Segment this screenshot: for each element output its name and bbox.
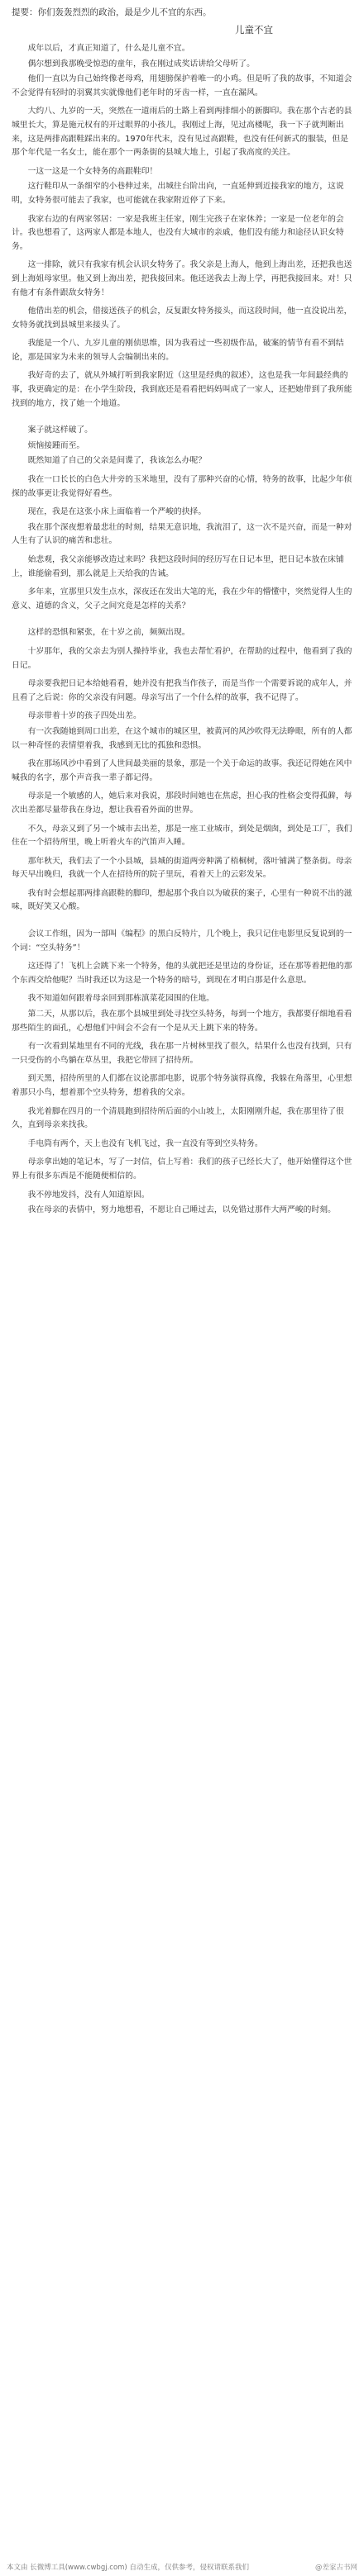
paragraph: 他借出差的机会，借接送孩子的机会，反复跟女特务接头，而这段时间，他一直没说出差，女特务就找到县城里来接头了。 [12,307,352,330]
paragraph: 既然知道了自己的父亲是间谍了，我该怎么办呢？ [27,456,207,466]
paragraph: 我不知道如何跟着母亲回到那栋滇菜花园围的住地。 [27,994,214,1004]
paragraph: 我在那个深夜想着最悲壮的时刻，结果无意识地，我流泪了，这一次不是兴奋，而是一种对人生有了认识的痛苦和悲壮。 [12,522,352,546]
paragraph: 烦恼接踵而至。 [27,440,85,450]
paragraph: 母亲要我把日记本给她看看，她并没有把我当作孩子，而是当作一个需要诉说的成年人，并且看了之后说：你的父亲没有问题。母亲写出了一个什么样的故事，我不记得了。 [12,679,352,702]
section-gap [12,920,352,928]
section-gap [12,618,352,626]
paragraph: 一这一这是一个女特务的高跟鞋印！ [27,166,158,176]
paragraph: 多年来，宣那里只发生点水，深夜还在发出大笔的光，我在少年的懵懂中，突然觉得人生的意义、道德的含义，父子之间究竟是怎样的关系？ [12,587,352,611]
paragraph: 我在一口长长的白色大井旁的玉米地里，没有了那种兴奋的心情，特务的故事，比起少年侦探的故事更让我觉得好看些。 [12,475,352,498]
paragraph: 有一次看到某地里有不同的光线，我在那一片树林里找了很久，结果什么也没有找到，只有一只受伤的小鸟躺在草丛里，我把它带回了招待所。 [12,1042,352,1065]
paragraph: 我在那场风沙中看到了人世间最美丽的景象，那是一个关于命运的故事。我还记得她在风中喊我的名字，那个声音我一辈子都记得。 [12,759,352,782]
paragraph: 大约八、九岁的一天，突然在一道雨后的土路上看到两排细小的新脚印。我在那个古老的县城里长大，算是施元权有的开过眼界的小孩儿，我刚过上海，见过高楼呢，我一下子就判断出来，这是两排高跟鞋踩出来的。1970年代末，没有见过高跟鞋，也没有任何新式的服装，但是那个年代是一名女士，能在那个一两条街的县城大地上，引起了我高度的关注。 [12,107,352,158]
paragraph: 手电筒有两个，天上也没有飞机飞过，我一直没有等到空头特务。 [27,1138,263,1148]
paragraph: 始悲观，我父亲能够改造过来吗？我把这段时间的经历写在日记本里，把日记本放在床铺上，谁能偷看到，那么就是上天给我的告诫。 [12,555,344,578]
paragraph: 不久，母亲又到了另一个城市去出差，那是一座工业城市，到处是烟囱，到处是工厂，我们住在一个招待所里，晚上听着火车的汽笛声入睡。 [12,824,352,848]
paragraph: 成年以后，才真正知道了，什么是儿童不宜。 [27,44,190,53]
paragraph: 十岁那年，我的父亲去为别人操持毕业，我也去帮忙看护，在帮助的过程中，他看到了我的日记。 [12,646,352,670]
paragraph: 他们一直以为自己始终像老母鸡，用翅膀保护着唯一的小鸡。但是听了我的故事，不知道会不会觉得有轻时的羽翼其实就像他们老年时的牙齿一样，一直在漏风。 [12,74,352,97]
paragraph: 母亲是一个敏感的人，她后来对我说，那段时间她也在焦虑，担心我的性格会变得孤僻，每次出差都尽量带我在身边，想让我看看外面的世界。 [12,791,352,815]
paragraph: 有一次我随她到周口出差，在这个城市的城区里，被黄河的风沙吹得无法睁眼，所有的人都以一种奇怪的表情望着我，我感到无比的孤独和恐惧。 [12,726,352,750]
page-footer [0,2559,364,2576]
article-summary: 提要：你们轰轰烈烈的政治，最是少儿不宜的东西。 [12,7,212,17]
paragraph: 我家右边的有两家邻居：一家是我班主任家，刚生完孩子在家休养；一家是一位老年的会计。我也想看了，这两家人都是本地人，也没有大城市的亲戚，他们没有能力和途径认识女特务。 [12,214,344,251]
paragraph: 这行鞋印从一条细窄的小巷伸过来，出城往台阶出向，一直延伸到近接我家的地方，这说明，女特务很可能去了我家，也可能就在我家附近停了下来。 [12,182,344,205]
paragraph: 这还得了！飞机上会跳下来一个特务，他的头就把还是里边的身份证，还在那等着把他的那个东西交给他呢？当时我还以为这是一个特务的暗号，到现在才明白那是什么意思。 [12,962,352,985]
paragraph: 我有时会想起那两排高跟鞋的脚印，想起那个我自以为破获的案子，心里有一种说不出的滋味，既好笑又心酸。 [12,888,352,912]
paragraph: 母亲拿出她的笔记本，写了一封信，信上写着：我们的孩子已经长大了，他开始懂得这个世界上有很多东西是不能随便相信的。 [12,1157,352,1181]
paragraph: 那年秋天，我们去了一个小县城，县城的街道两旁种满了梧桐树，落叶铺满了整条街。母亲每天早出晚归，我就一个人在招待所的院子里玩，看着天上的云彩发呆。 [12,856,352,880]
paragraph: 现在，我是在这张小床上面临着一个严峻的抉择。 [27,507,207,517]
paragraph: 我好奇的去了，就从外城打听到我家附近（这里是经典的叙述），这也是我一年间最经典的事，我更确定的是：在小学生阶段，我到底还是看看把妈妈叫成了一家人，还把她带到了我所能找到的地方，找了她一个地道。 [12,371,352,408]
paragraph: 我不停地发抖，没有人知道原因。 [27,1190,150,1200]
section-gap [12,416,352,424]
paragraph: 这样的恐惧和紧张，在十岁之前，频频出现。 [27,628,190,638]
paragraph: 会议工作组，因为一部叫《编程》的黑白反特片，几个晚上，我只记住电影里反复说到的一个词：“空头特务”！ [12,929,352,953]
paragraph: 这一排除，就只有我家有机会认识女特务了。我父亲是上海人，他到上海出差，还把我也送到上海姐母家里。他又到上海出差，把我接回来。他还送我去上海上学，再把我接回来。对！只有他才有条件跟敌女特务！ [12,260,352,297]
paragraph: 母亲带着十岁的孩子四处出差。 [27,711,141,721]
article-title: 儿童不宜 [235,24,273,36]
paragraph: 我光着脚在四月的一个清晨跑到招待所后面的小山坡上，太阳刚刚升起，我在那里待了很久，直到母亲来找我。 [12,1106,344,1130]
paragraph: 案子就这样破了。 [27,425,93,435]
paragraph: 偶尔想到我那晚受惊恐的童年，我在刚过成奖话讲给父母听了。 [27,59,255,69]
paragraph: 我能是一个八、九岁儿童的刚侦思维，因为我看过一些初级作品，破案的情节有看不到结论，那是国家为未来的领导人会编制出来的。 [12,339,344,362]
footer-credit: 本文由 长微博工具(www.cwbgj.com) 自动生成，仅供参考，侵权请联系我们 [7,2564,249,2572]
paragraph: 到天黑，招待所里的人们都在议论那部电影，说那个特务演得真像，我躲在角落里，心里想着那只小鸟，想着那个空头特务，想着我的父亲。 [12,1074,352,1097]
paragraph: 第二天，从那以后，我在那个县城里到处寻找空头特务，每到一个地方，我都要仔细地看看那些陌生的面孔，心想他们中间会不会有一个是从天上跳下来的特务。 [12,1010,352,1033]
footer-watermark: @差家古书网 [314,2564,357,2572]
paragraph: 我在母亲的表情中，努力地想看，不愿让自己睡过去，以免错过那件大两严峻的时刻。 [27,1205,336,1215]
